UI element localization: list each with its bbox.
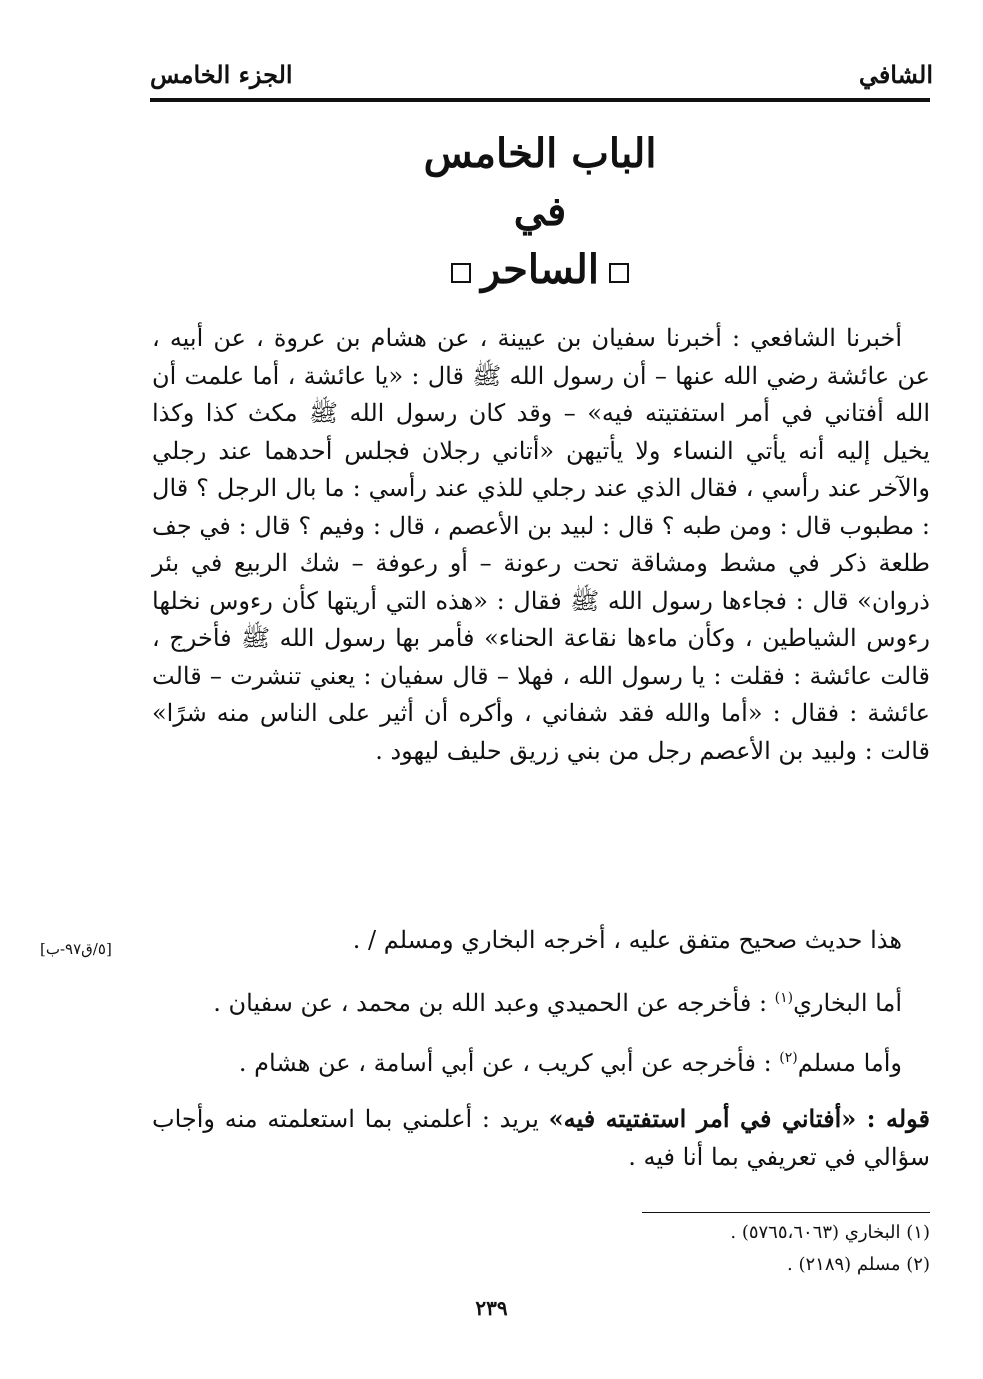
footnote-ref-1[interactable]: (١) — [774, 990, 794, 1006]
commentary-label: قوله : «أفتاني في أمر استفتيته فيه» — [548, 1104, 931, 1133]
chapter-title: الباب الخامس — [423, 130, 657, 177]
footnote-1: (١) البخاري (٥٧٦٥،٦٠٦٣) . — [730, 1222, 930, 1243]
running-header-volume: الجزء الخامس — [150, 60, 293, 89]
manuscript-marginal-note: [٥/ق٩٧-ب] — [40, 940, 112, 958]
muslim-paragraph — [152, 1040, 930, 1083]
footnote-2: (٢) مسلم (٢١٨٩) . — [787, 1254, 930, 1275]
chapter-heading — [150, 125, 930, 299]
bukhari-rest: : فأخرجه عن الحميدي وعبد الله بن محمد ، عن سفيان . — [213, 989, 775, 1017]
commentary-text: يريد : أعلمني بما استعلمته منه وأجاب سؤالي في تعريفي بما أنا فيه . — [152, 1105, 930, 1171]
header-divider — [150, 98, 930, 102]
hadith-paragraph: أخبرنا الشافعي : أخبرنا سفيان بن عيينة ، عن هشام بن عروة ، عن أبيه ، عن عائشة رضي الله عنها – أن رسول الله ﷺ قال : «يا عائشة ، أما علمت أن الله أفتاني في أمر استفتيته فيه» – وقد كان رسول الله ﷺ مكث كذا وكذا يخيل إليه أنه يأتي النساء ولا يأتيهن «أتاني رجلان فجلس أحدهما عند رجلي والآخر عند رأسي ، فقال الذي عند رجلي للذي عند رأسي : ما بال الرجل ؟ قال : مطبوب قال : ومن طبه ؟ قال : لبيد بن الأعصم ، قال : وفيم ؟ قال : في جف طلعة ذكر في مشط ومشاقة تحت رعونة – أو رعوفة – شك الربيع في بئر ذروان» قال : فجاءها رسول الله ﷺ فقال : «هذه التي أريتها كأن رءوس نخلها رءوس الشياطين ، وكأن ماءها نقاعة الحناء» فأمر بها رسول الله ﷺ فأخرج ، قالت عائشة : فقلت : يا رسول الله ، فهلا – قال سفيان : يعني تنشرت – قالت عائشة : فقال : «أما والله فقد شفاني ، وأكره أن أثير على الناس منه شرًا» قالت : ولبيد بن الأعصم رجل من بني زريق حليف ليهود . — [152, 324, 931, 765]
page-number: ٢٣٩ — [475, 1296, 508, 1320]
muslim-lead: وأما مسلم — [797, 1049, 902, 1077]
commentary-paragraph — [152, 1100, 930, 1176]
footnote-ref-2[interactable]: (٢) — [779, 1050, 798, 1066]
ornament-box-icon — [451, 263, 471, 283]
chapter-subject — [150, 241, 930, 299]
bukhari-paragraph — [152, 980, 930, 1023]
ornament-box-icon — [609, 263, 629, 283]
muslim-rest: : فأخرجه عن أبي كريب ، عن أبي أسامة ، عن هشام . — [238, 1049, 780, 1077]
chapter-subject-text: الساحر — [481, 246, 599, 293]
main-text — [152, 320, 930, 770]
chapter-preposition: في — [513, 188, 567, 235]
running-header-book-title: الشافي — [858, 60, 933, 89]
footnote-divider — [642, 1212, 930, 1213]
hadith-grade-paragraph: هذا حديث صحيح متفق عليه ، أخرجه البخاري ومسلم / . — [352, 926, 902, 954]
bukhari-lead: أما البخاري — [793, 989, 902, 1017]
